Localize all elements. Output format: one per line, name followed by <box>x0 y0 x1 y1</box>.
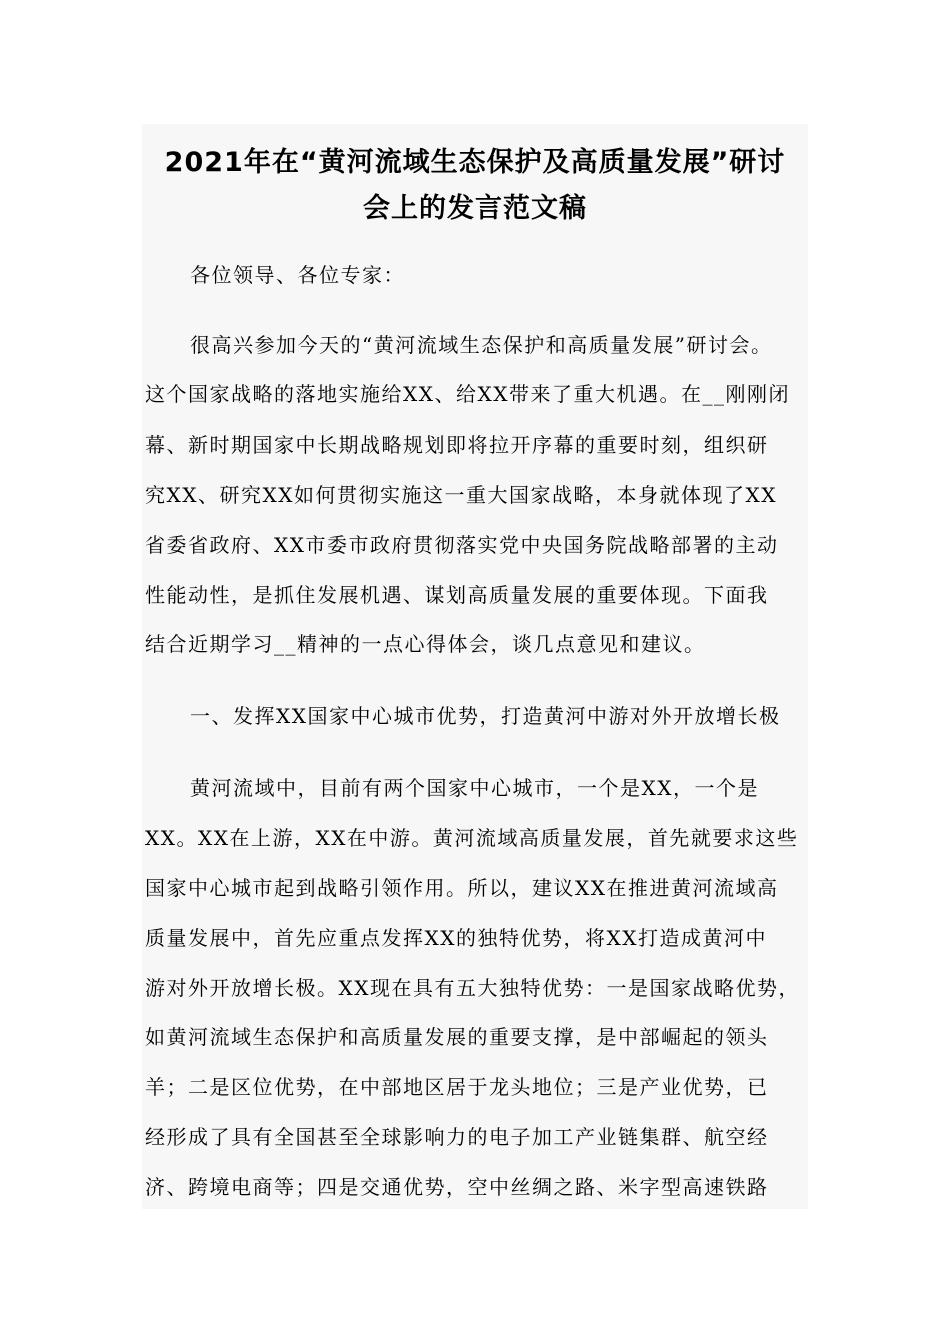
document-title-line-1: 2021年在“黄河流域生态保护及高质量发展”研讨 <box>164 147 786 178</box>
paragraph-2-line: 国家中心城市起到战略引领作用。所以，建议XX在推进黄河流域高 <box>145 876 779 900</box>
paragraph-2-line: 经形成了具有全国甚至全球影响力的电子加工产业链集群、航空经 <box>145 1125 769 1149</box>
paragraph-1-line: 很高兴参加今天的“黄河流域生态保护和高质量发展”研讨会。 <box>190 333 773 357</box>
paragraph-2-line: 黄河流域中，目前有两个国家中心城市，一个是XX，一个是 <box>190 776 759 800</box>
paragraph-1-line: 幕、新时期国家中长期战略规划即将拉开序幕的重要时刻，组织研 <box>145 433 769 457</box>
paragraph-1-line: 省委省政府、XX市委市政府贯彻落实党中央国务院战略部署的主动 <box>145 533 779 557</box>
paragraph-2-line: 如黄河流域生态保护和高质量发展的重要支撑，是中部崛起的领头 <box>145 1025 769 1049</box>
document-title-line-2: 会上的发言范文稿 <box>363 193 587 224</box>
paragraph-2-line: XX。XX在上游，XX在中游。黄河流域高质量发展，首先就要求这些 <box>145 826 799 850</box>
paragraph-1-line: 究XX、研究XX如何贯彻实施这一重大国家战略，本身就体现了XX <box>145 483 777 507</box>
paragraph-1-line: 结合近期学习__精神的一点心得体会，谈几点意见和建议。 <box>145 632 706 656</box>
section-heading: 一、发挥XX国家中心城市优势，打造黄河中游对外开放增长极 <box>190 704 781 728</box>
paragraph-2-line: 质量发展中，首先应重点发挥XX的独特优势，将XX打造成黄河中 <box>145 926 767 950</box>
paragraph-2-line: 济、跨境电商等；四是交通优势，空中丝绸之路、米字型高速铁路 <box>145 1175 769 1199</box>
paragraph-2-line: 游对外开放增长极。XX现在具有五大独特优势：一是国家战略优势， <box>145 976 800 1000</box>
paragraph-2-line: 羊；二是区位优势，在中部地区居于龙头地位；三是产业优势，已 <box>145 1075 769 1099</box>
paragraph-1-line: 这个国家战略的落地实施给XX、给XX带来了重大机遇。在__刚刚闭 <box>145 382 790 406</box>
paragraph-1-line: 性能动性，是抓住发展机遇、谋划高质量发展的重要体现。下面我 <box>145 583 769 607</box>
salutation: 各位领导、各位专家： <box>190 263 405 287</box>
